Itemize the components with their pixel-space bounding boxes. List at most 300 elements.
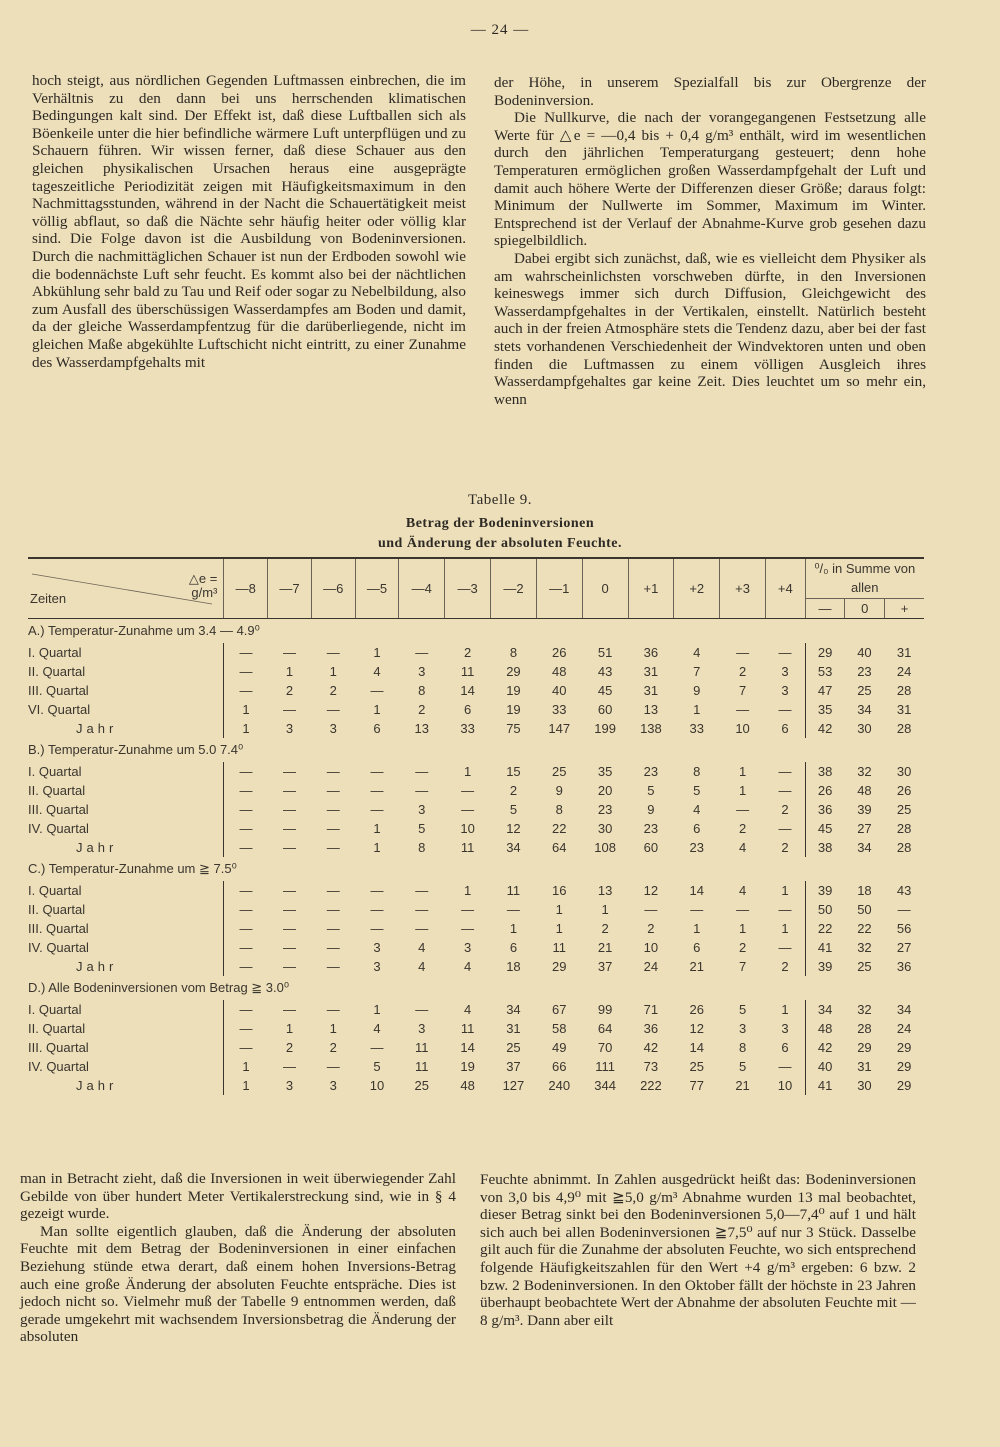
table-cell: 11 (506, 883, 521, 898)
table-row (28, 643, 924, 662)
table-cell: 3 (418, 802, 426, 817)
table-cell: 24 (643, 959, 659, 974)
table-cell: 1 (781, 883, 789, 898)
table-cell: 33 (460, 721, 475, 736)
table-cell: — (224, 681, 268, 700)
table-row (28, 662, 924, 681)
table-cell: 12 (689, 1021, 704, 1036)
table-cell: 25 (414, 1078, 429, 1093)
table-cell: — (224, 819, 268, 838)
table-row (28, 1057, 924, 1076)
text-column-bottom-right (480, 1171, 916, 1329)
table-cell: — (326, 959, 340, 974)
table-cell: 1 (373, 840, 381, 855)
paragraph: Dabei ergibt sich zunächst, daß, wie es vielleicht dem Physiker als am wahrscheinlichsten vorschweben dürfte, in den Inversionen keineswegs immer sich durch Diffusion, Gleichgewicht des Wasserdampfgehaltes in der Vertikalen, einstellt. Natürlich besteht auch in der freien Atmosphäre stets die Tendenz dazu, aber bei der fast stets vorhandenen Verschiedenheit der Windvektoren unten und oben finden die Luftmassen zu einem völligen Ausgleich ihres Wasserdampfgehaltes gar keine Zeit. Dies leuchtet um so mehr ein, wenn (494, 249, 926, 408)
table-cell: 1 (285, 664, 294, 679)
table-cell: — (461, 902, 475, 917)
group-title: D.) Alle Bodeninversionen vom Betrag ≧ 3.0⁰ (28, 980, 290, 995)
table-cell: 1 (781, 921, 789, 936)
paragraph: der Höhe, in unserem Spezialfall bis zur Obergrenze der Bodeninversion. (494, 74, 926, 109)
table-cell: — (461, 802, 475, 817)
table-group-heading-row (28, 619, 924, 644)
table-cell: — (282, 902, 296, 917)
table-cell: — (282, 883, 296, 898)
table-cell: 5 (373, 1059, 381, 1074)
table-cell: 1 (463, 764, 472, 779)
table-cell: — (224, 1019, 268, 1038)
sum-cell: 25 (857, 959, 872, 974)
sum-cell: 29 (896, 1040, 912, 1055)
table-cell: 23 (689, 840, 704, 855)
table-cell: — (224, 1000, 268, 1019)
corner-delta-label: △e = (188, 570, 218, 586)
table-cell: 20 (597, 783, 613, 798)
table-cell: 25 (506, 1040, 521, 1055)
sum-cell: 42 (805, 719, 845, 738)
table-cell: — (326, 1002, 340, 1017)
table-cell: — (370, 1040, 384, 1055)
sum-cell: 22 (857, 921, 872, 936)
table-cell: 31 (643, 683, 659, 698)
data-table (28, 557, 924, 1095)
table-cell: — (224, 662, 268, 681)
sum-cell: 41 (805, 938, 845, 957)
table-cell: 19 (460, 1059, 475, 1074)
table-group-heading-row (28, 738, 924, 762)
table-cell: 75 (506, 721, 521, 736)
sum-cell: 31 (857, 1059, 872, 1074)
sum-cell: 26 (896, 783, 912, 798)
sum-cell: 38 (805, 838, 845, 857)
table-cell: — (282, 764, 296, 779)
table-cell: 3 (329, 721, 337, 736)
table-cell: 3 (781, 683, 789, 698)
table-cell: 1 (373, 1002, 381, 1017)
table-cell: 13 (643, 702, 659, 717)
table-cell: — (415, 921, 429, 936)
paragraph: Man sollte eigentlich glauben, daß die Änderung der absoluten Feuchte mit dem Betrag der Bodeninversionen in einer einfachen Beziehung stünde etwa derart, daß einem hohen Inversions-Betrag auch eine große Änderung der absoluten Feuchte entspräche. Dies ist jedoch nicht so. Vielmehr muß der Tabelle 9 entnommen werden, daß gerade umgekehrt mit wachsendem Inversionsbetrag die Änderung der absoluten (20, 1222, 456, 1346)
table-row (28, 881, 924, 900)
row-label: II. Quartal (28, 664, 86, 679)
table-cell: 26 (552, 645, 567, 660)
table-cell: 5 (647, 783, 655, 798)
paragraph: hoch steigt, aus nördlichen Gegenden Luftmassen einbrechen, die im Verhältnis zu den dann bei uns herrschenden klimatischen Bedingungen kalt sind. Der Effekt ist, daß diese Luftballen sich als Böenkeile unter die hier befindliche wärmere Luft unterpflügen und zu Schauern führen. Wir wissen ferner, daß diese Schauer aus den gleichen physikalischen Ursachen heraus eine ausgeprägte tageszeitliche Periodizität zeigen mit Häufigkeitsmaximum in den Nachmittagsstunden, während in der Nacht die Schauertätigkeit meist völlig abflaut, so daß die Nächte sehr häufig heiter oder völlig klar sind. Die Folge davon ist die Ausbildung von Bodeninversionen. Durch die nachmittäglichen Schauer ist nun der Erdboden sowohl wie die bodennächste Luft sehr feucht. Es kommt also bei der nächtlichen Abkühlung sehr bald zu Tau und Reif oder sogar zu Nebelbildung, also zum Ausfall des überschüssigen Wasserdampfes am Boden und damit, da der gleiche Wasserdampfentzug für die darüberliegende, nicht im gleichen Maße abgekühlte Luftschicht nicht eintritt, zu einer Zunahme des Wasserdampfgehalts mit (32, 72, 466, 371)
table-row (28, 819, 924, 838)
table-cell: — (370, 683, 384, 698)
column-header: —5 (355, 558, 399, 619)
table-cell: — (282, 702, 296, 717)
sum-header-line2: allen (851, 580, 879, 595)
table-cell: 14 (460, 1040, 475, 1055)
table-cell: 6 (693, 821, 701, 836)
table-header (28, 558, 924, 619)
table-cell: 13 (597, 883, 613, 898)
table-cell: — (461, 783, 475, 798)
sum-cell: — (897, 902, 911, 917)
table-cell: 15 (506, 764, 521, 779)
table-cell: — (415, 902, 429, 917)
table-cell: 60 (643, 840, 659, 855)
table-cell: 108 (594, 840, 616, 855)
table-row (28, 762, 924, 781)
sum-cell: 29 (857, 1040, 872, 1055)
sum-cell: 39 (805, 881, 845, 900)
table-cell: — (224, 881, 268, 900)
table-cell: 1 (373, 645, 381, 660)
table-cell: 21 (735, 1078, 750, 1093)
table-cell: — (778, 821, 792, 836)
sum-cell: 31 (896, 702, 912, 717)
sum-column-header: 0 (844, 599, 884, 618)
table-cell: — (415, 645, 429, 660)
table-cell: 3 (285, 1078, 294, 1093)
row-label: III. Quartal (28, 802, 89, 817)
table-cell: 1 (329, 1021, 337, 1036)
sum-cell: 32 (857, 764, 872, 779)
table-cell: 58 (552, 1021, 567, 1036)
table-cell: 1 (693, 921, 701, 936)
table-cell: 1 (224, 700, 268, 719)
table-cell: 31 (643, 664, 659, 679)
table-cell: — (736, 702, 750, 717)
table-cell: 1 (463, 883, 472, 898)
table-cell: 7 (693, 664, 701, 679)
sum-cell: 22 (805, 919, 845, 938)
table-cell: — (224, 957, 268, 976)
sum-cell: 28 (857, 1021, 872, 1036)
table-cell: — (326, 802, 340, 817)
table-cell: — (644, 902, 658, 917)
table-cell: 49 (552, 1040, 567, 1055)
table-cell: — (326, 821, 340, 836)
table-cell: 14 (460, 683, 475, 698)
table-cell: 3 (285, 721, 294, 736)
table-cell: — (778, 764, 792, 779)
sum-cell: 29 (896, 1078, 912, 1093)
table-cell: — (282, 921, 296, 936)
row-label: III. Quartal (28, 1040, 89, 1055)
table-cell: 3 (418, 664, 426, 679)
row-label: II. Quartal (28, 783, 86, 798)
table-cell: 1 (509, 921, 518, 936)
sum-cell: 28 (896, 721, 912, 736)
column-header: —3 (445, 558, 491, 619)
table-cell: 2 (781, 840, 789, 855)
table-cell: 1 (601, 902, 609, 917)
table-cell: 2 (781, 802, 789, 817)
row-label: I. Quartal (28, 883, 82, 898)
table-cell: 71 (643, 1002, 659, 1017)
sum-cell: 29 (805, 643, 845, 662)
table-cell: — (370, 783, 384, 798)
table-cell: 5 (738, 1002, 747, 1017)
table-cell: 2 (509, 783, 518, 798)
table-row (28, 719, 924, 738)
table-cell: 26 (689, 1002, 704, 1017)
table-cell: — (326, 940, 340, 955)
table-cell: 99 (597, 1002, 613, 1017)
sum-cell: 18 (857, 883, 872, 898)
table-cell: 18 (506, 959, 521, 974)
table-cell: 2 (738, 664, 747, 679)
data-table-container (28, 557, 924, 1095)
table-cell: 64 (597, 1021, 613, 1036)
sum-cell: 42 (805, 1038, 845, 1057)
table-cell: 9 (693, 683, 701, 698)
table-cell: — (282, 783, 296, 798)
table-cell: — (326, 645, 340, 660)
sum-cell: 36 (896, 959, 912, 974)
table-cell: 3 (781, 664, 789, 679)
sum-cell: 36 (805, 800, 845, 819)
table-cell: 11 (415, 1059, 429, 1074)
table-cell: — (370, 764, 384, 779)
table-cell: 5 (418, 821, 426, 836)
table-cell: — (282, 840, 296, 855)
table-cell: — (370, 802, 384, 817)
table-title-line1: Betrag der Bodeninversionen (405, 516, 595, 531)
table-cell: — (282, 802, 296, 817)
table-cell: 7 (738, 959, 747, 974)
column-header: +3 (720, 558, 766, 619)
table-cell: 23 (597, 802, 613, 817)
table-cell: 4 (373, 664, 381, 679)
table-cell: 36 (643, 1021, 659, 1036)
sum-cell: 38 (805, 762, 845, 781)
table-body (28, 619, 924, 1096)
table-cell: 10 (460, 821, 475, 836)
sum-cell: 32 (857, 1002, 872, 1017)
table-cell: 21 (689, 959, 704, 974)
sum-cell: 43 (896, 883, 912, 898)
table-cell: 12 (643, 883, 659, 898)
table-cell: 1 (738, 764, 747, 779)
table-cell: 2 (463, 645, 472, 660)
table-cell: — (224, 938, 268, 957)
table-cell: 33 (552, 702, 567, 717)
table-row (28, 957, 924, 976)
sum-cell: 30 (857, 721, 872, 736)
table-group-heading-row (28, 857, 924, 881)
table-cell: 3 (418, 1021, 426, 1036)
table-cell: 60 (597, 702, 613, 717)
paragraph: Feuchte abnimmt. In Zahlen ausgedrückt heißt das: Bodeninversionen von 3,0 bis 4,9⁰ mit ≧5,0 g/m³ Abnahme wurden 13 mal beobachtet, dieser Betrag sinkt bei den Bodeninversionen 5,0—7,4⁰ auf 1 und hält sich auch bei allen Bodeninversionen ≧7,5⁰ auf nur 3 Stück. Dasselbe gilt auch für die Zunahme der absoluten Feuchte, wo sich entsprechend folgende Häufigkeitszahlen für den Wert +4 g/m³ ergeben: 6 bzw. 2 bzw. 2 Bodeninversionen. In den Oktober fällt der höchste in 23 Jahren überhaupt beobachtete Wert der Abnahme der absoluten Feuchte mit —8 g/m³. Dann aber eilt (480, 1171, 916, 1329)
table-cell: 48 (552, 664, 567, 679)
table-cell: — (224, 838, 268, 857)
sum-cell: 40 (857, 645, 872, 660)
table-cell: 29 (506, 664, 521, 679)
row-label: II. Quartal (28, 902, 86, 917)
table-cell: 11 (415, 1040, 429, 1055)
row-label: Jahr (76, 721, 118, 736)
sum-cell: 28 (896, 821, 912, 836)
table-row (28, 938, 924, 957)
table-cell: 23 (643, 764, 659, 779)
table-cell: — (506, 902, 520, 917)
column-header: +2 (674, 558, 720, 619)
table-cell: 4 (693, 802, 701, 817)
sum-cell: 30 (857, 1078, 872, 1093)
row-label: Jahr (76, 1078, 118, 1093)
table-cell: — (736, 902, 750, 917)
table-cell: — (415, 1002, 429, 1017)
table-row (28, 900, 924, 919)
table-cell: — (224, 900, 268, 919)
table-cell: 51 (597, 645, 613, 660)
table-cell: 4 (693, 645, 701, 660)
table-cell: — (326, 702, 340, 717)
table-cell: 8 (418, 840, 426, 855)
table-cell: 6 (693, 940, 701, 955)
table-cell: — (224, 762, 268, 781)
table-cell: 35 (597, 764, 613, 779)
table-cell: — (224, 781, 268, 800)
table-cell: 11 (460, 1021, 475, 1036)
table-cell: 1 (224, 1076, 268, 1095)
table-cell: 6 (509, 940, 518, 955)
table-cell: 11 (460, 664, 475, 679)
table-cell: 2 (418, 702, 426, 717)
table-cell: 127 (502, 1078, 525, 1093)
table-cell: 2 (738, 940, 747, 955)
table-cell: — (778, 783, 792, 798)
table-cell: — (282, 959, 296, 974)
table-cell: 3 (373, 959, 381, 974)
table-row (28, 919, 924, 938)
column-header: 0 (582, 558, 628, 619)
sum-cell: 50 (805, 900, 845, 919)
table-cell: — (282, 645, 296, 660)
row-label: III. Quartal (28, 683, 89, 698)
table-cell: — (415, 883, 429, 898)
table-cell: 48 (460, 1078, 475, 1093)
table-cell: 10 (777, 1078, 793, 1093)
sum-cell: 34 (805, 1000, 845, 1019)
table-cell: 34 (506, 1002, 521, 1017)
table-cell: 1 (373, 821, 381, 836)
table-cell: 9 (647, 802, 655, 817)
table-cell: 10 (735, 721, 750, 736)
sum-cell: 56 (896, 921, 912, 936)
paragraph: man in Betracht zieht, daß die Inversionen in weit überwiegender Zahl Gebilde von über hundert Meter Vertikalerstreckung sind, wie in § 4 gezeigt wurde. (20, 1170, 456, 1223)
sum-cell: 30 (896, 764, 912, 779)
table-cell: 2 (285, 1040, 294, 1055)
table-cell: 7 (738, 683, 747, 698)
sum-cell: 32 (857, 940, 872, 955)
table-cell: 4 (418, 959, 426, 974)
row-label: I. Quartal (28, 1002, 82, 1017)
table-cell: 29 (552, 959, 567, 974)
table-cell: 1 (224, 1057, 268, 1076)
table-cell: — (778, 940, 792, 955)
table-cell: 1 (738, 783, 747, 798)
column-header: —2 (491, 558, 537, 619)
table-cell: — (736, 645, 750, 660)
table-row (28, 800, 924, 819)
table-cell: 111 (595, 1059, 615, 1074)
table-cell: 64 (552, 840, 567, 855)
paragraph: Die Nullkurve, die nach der vorangegangenen Festsetzung alle Werte für △e = —0,4 bis + 0,4 g/m³ enthält, wird im wesentlichen durch den jährlichen Temperaturgang gesteuert; denn hohe Temperaturen ermöglichen großen Wasserdampfgehalt der Luft und damit auch höhere Werte der Differenzen dieser Größe; daraus folgt: Minimum der Nullwerte im Sommer, Maximum im Winter. Entsprechend ist der Verlauf der Abnahme-Kurve grob gesehen dazu spiegelbildlich. (494, 109, 926, 250)
group-title: B.) Temperatur-Zunahme um 5.0 7.4⁰ (28, 742, 244, 757)
table-cell: 19 (506, 702, 521, 717)
sum-cell: 34 (857, 702, 872, 717)
table-cell: 25 (552, 764, 567, 779)
table-cell: 8 (555, 802, 563, 817)
table-cell: 33 (689, 721, 704, 736)
table-cell: 2 (647, 921, 655, 936)
table-row (28, 781, 924, 800)
table-cell: 67 (552, 1002, 567, 1017)
table-cell: 66 (552, 1059, 567, 1074)
table-cell: 45 (597, 683, 613, 698)
table-row (28, 681, 924, 700)
table-cell: 30 (597, 821, 613, 836)
table-cell: 1 (555, 921, 563, 936)
table-row (28, 838, 924, 857)
table-cell: — (282, 940, 296, 955)
group-title: A.) Temperatur-Zunahme um 3.4 — 4.9⁰ (28, 623, 260, 638)
column-header: —1 (536, 558, 582, 619)
sum-cell: 24 (896, 664, 912, 679)
table-cell: 23 (643, 821, 659, 836)
row-label: IV. Quartal (28, 1059, 89, 1074)
table-cell: 2 (601, 921, 609, 936)
corner-unit-label: g/m³ (191, 584, 218, 600)
table-cell: 1 (555, 902, 563, 917)
table-cell: 1 (373, 702, 381, 717)
table-cell: 6 (463, 702, 472, 717)
column-header: +4 (765, 558, 805, 619)
table-cell: 14 (689, 883, 704, 898)
table-row (28, 1076, 924, 1095)
table-cell: — (326, 883, 340, 898)
table-cell: 2 (738, 821, 747, 836)
sum-cell: 25 (857, 683, 872, 698)
table-cell: 222 (640, 1078, 662, 1093)
table-cell: 1 (738, 921, 747, 936)
table-cell: — (778, 902, 792, 917)
table-cell: — (370, 902, 384, 917)
sum-cell: 27 (857, 821, 872, 836)
table-row (28, 1000, 924, 1019)
table-cell: 13 (414, 721, 429, 736)
table-cell: 240 (548, 1078, 571, 1093)
table-cell: 4 (463, 1002, 472, 1017)
table-cell: 4 (373, 1021, 381, 1036)
table-cell: 73 (643, 1059, 659, 1074)
table-cell: 344 (594, 1078, 616, 1093)
group-title: C.) Temperatur-Zunahme um ≧ 7.5⁰ (28, 861, 237, 876)
text-column-top-left (32, 72, 466, 371)
table-cell: 37 (506, 1059, 521, 1074)
table-cell: — (282, 1059, 296, 1074)
table-cell: 1 (224, 719, 268, 738)
table-cell: 70 (597, 1040, 613, 1055)
table-cell: 6 (373, 721, 381, 736)
table-cell: — (224, 643, 268, 662)
table-cell: — (282, 1002, 296, 1017)
table-cell: 1 (781, 1002, 789, 1017)
table-cell: — (778, 1059, 792, 1074)
table-cell: 138 (640, 721, 662, 736)
table-row (28, 1019, 924, 1038)
table-cell: 8 (509, 645, 518, 660)
table-cell: 4 (738, 840, 747, 855)
sum-header-line1: ⁰/₀ in Summe von (814, 561, 916, 576)
table-cell: — (690, 902, 704, 917)
column-header: —7 (268, 558, 312, 619)
table-cell: — (370, 883, 384, 898)
